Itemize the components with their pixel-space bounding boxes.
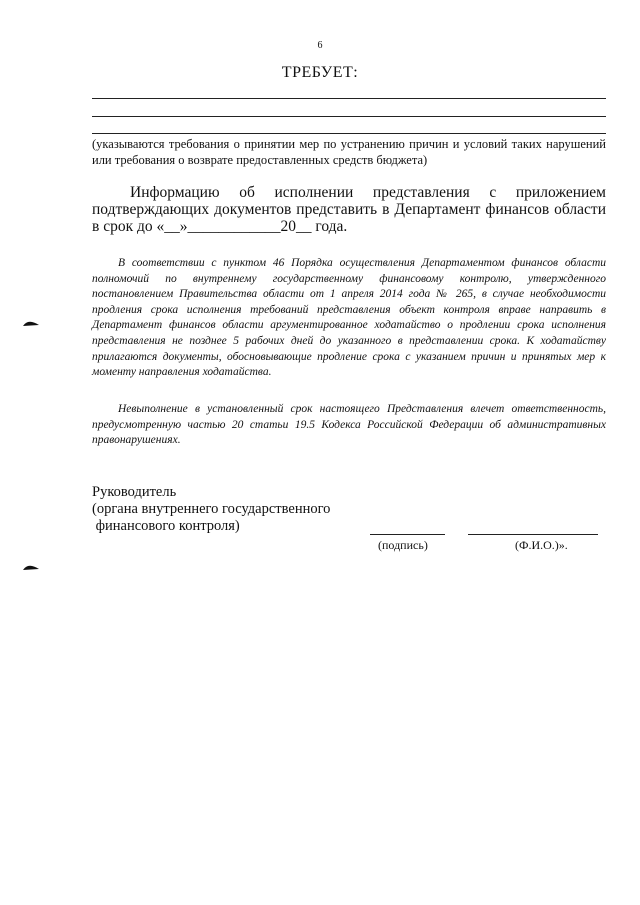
extension-note <box>92 256 606 381</box>
liability-note <box>92 402 606 449</box>
binding-hole-mark-icon <box>22 562 40 571</box>
binding-hole-mark-icon <box>22 318 40 327</box>
signature-caption: (подпись) <box>378 538 428 552</box>
blank-line-1 <box>92 98 606 99</box>
blank-line-3 <box>92 133 606 134</box>
information-text: Информацию об исполнении представления с приложением подтверждающих документов представить в Департамент финансов области в срок до «__»____________20__ года. <box>92 184 606 235</box>
information-paragraph <box>92 184 606 235</box>
name-line <box>468 534 598 535</box>
liability-note-text: Невыполнение в установленный срок настоящего Представления влечет ответственность, предусмотренную частью 20 статьи 19.5 Кодекса Российской Федерации об административных правонарушениях. <box>92 403 606 447</box>
blank-line-2 <box>92 116 606 117</box>
requirements-hint: (указываются требования о принятии мер по устранению причин и условий таких нарушений или требования о возврате предоставленных средств бюджета) <box>92 137 606 167</box>
page-number: 6 <box>317 40 323 51</box>
signatory-title <box>92 484 330 535</box>
page-title: ТРЕБУЕТ: <box>281 64 359 81</box>
signatory-title-line-3: финансового контроля) <box>92 518 240 534</box>
extension-note-text: В соответствии с пунктом 46 Порядка осуществления Департаментом финансов области полномочий по внутреннему государственному финансовому контролю, утвержденного постановлением Правительства области от 1 апреля 2014 года № 265, в случае необходимости продления срока исполнения требований представления объект контроля вправе направить в Департамент финансов области аргументированное ходатайство о продлении срока исполнения представления не позднее 5 рабочих дней до указанного в представлении срока. К ходатайству прилагаются документы, обосновывающие продление срока с указанием причин и принятых мер к моменту направления ходатайства. <box>92 257 606 379</box>
signatory-title-line-1: Руководитель <box>92 484 177 500</box>
signature-line <box>370 534 445 535</box>
signatory-title-line-2: (органа внутреннего государственного <box>92 501 331 517</box>
name-caption: (Ф.И.О.)». <box>515 538 568 552</box>
